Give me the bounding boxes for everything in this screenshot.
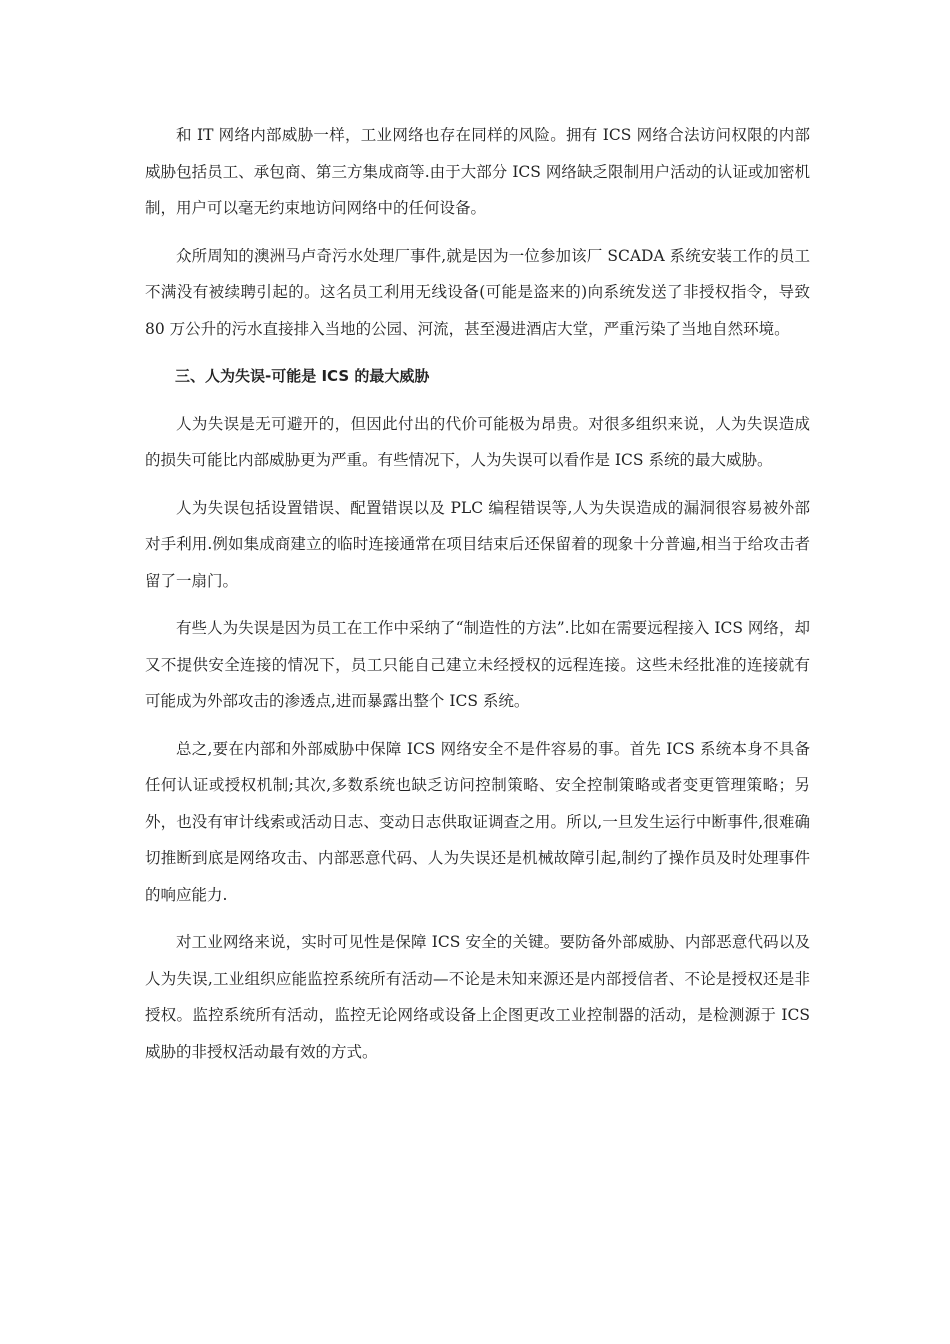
paragraph-maroochy-incident: 众所周知的澳洲马卢奇污水处理厂事件,就是因为一位参加该厂 SCADA 系统安装工作的员工不满没有被续聘引起的。这名员工利用无线设备(可能是盗来的)向系统发送了非授权指令，导致 80 万公升的污水直接排入当地的公园、河流，甚至漫进酒店大堂，严重污染了当地自然环境。 [145, 246, 810, 338]
section-heading: 三、人为失误-可能是 ICS 的最大威胁 [175, 367, 430, 385]
document-body [145, 117, 810, 1081]
paragraph-human-error-types: 人为失误包括设置错误、配置错误以及 PLC 编程错误等,人为失误造成的漏洞很容易被外部对手利用.例如集成商建立的临时连接通常在项目结束后还保留着的现象十分普遍,相当于给攻击者留了一扇门。 [145, 498, 810, 590]
paragraph-visibility: 对工业网络来说，实时可见性是保障 ICS 安全的关键。要防备外部威胁、内部恶意代码以及人为失误,工业组织应能监控系统所有活动—不论是未知来源还是内部授信者、不论是授权还是非授权。监控系统所有活动，监控无论网络或设备上企图更改工业控制器的活动，是检测源于 ICS 威胁的非授权活动最有效的方式。 [145, 933, 810, 1061]
paragraph-creative-methods: 有些人为失误是因为员工在工作中采纳了“制造性的方法”.比如在需要远程接入 ICS 网络，却又不提供安全连接的情况下，员工只能自己建立未经授权的远程连接。这些未经批准的连接就有可能成为外部攻击的渗透点,进而暴露出整个 ICS 系统。 [145, 619, 810, 710]
paragraph-summary: 总之,要在内部和外部威胁中保障 ICS 网络安全不是件容易的事。首先 ICS 系统本身不具备任何认证或授权机制;其次,多数系统也缺乏访问控制策略、安全控制策略或者变更管理策略；另外，也没有审计线索或活动日志、变动日志供取证调查之用。所以,一旦发生运行中断事件,很难确切推断到底是网络攻击、内部恶意代码、人为失误还是机械故障引起,制约了操作员及时处理事件的响应能力. [145, 739, 810, 904]
paragraph-insider-threat: 和 IT 网络内部威胁一样，工业网络也存在同样的风险。拥有 ICS 网络合法访问权限的内部威胁包括员工、承包商、第三方集成商等.由于大部分 ICS 网络缺乏限制用户活动的认证或加密机制，用户可以毫无约束地访问网络中的任何设备。 [145, 126, 810, 217]
paragraph-human-error-intro: 人为失误是无可避开的，但因此付出的代价可能极为昂贵。对很多组织来说，人为失误造成的损失可能比内部威胁更为严重。有些情况下，人为失误可以看作是 ICS 系统的最大威胁。 [145, 414, 810, 469]
